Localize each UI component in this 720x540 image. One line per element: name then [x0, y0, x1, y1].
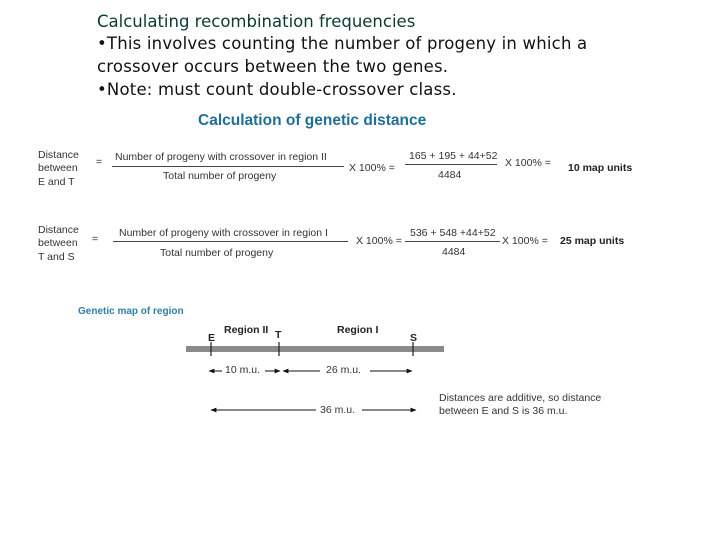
eq1-label-line-3: E and T	[38, 176, 75, 188]
eq2-numerator: Number of progeny with crossover in region I	[119, 227, 328, 239]
additivity-note-line-1: Distances are additive, so distance	[439, 392, 602, 404]
eq2-label-line-2: between	[38, 237, 78, 249]
eq2-denominator: Total number of progeny	[160, 247, 274, 259]
eq2-label-line-3: T and S	[38, 251, 75, 263]
bullet-line-2: crossover occurs between the two genes.	[97, 57, 449, 76]
eq1-label-line-1: Distance	[38, 149, 79, 161]
bullet-line-3: •Note: must count double-crossover class.	[97, 80, 457, 99]
figure-title: Calculation of genetic distance	[198, 112, 427, 129]
gene-s-label: S	[410, 332, 418, 344]
slide-heading: Calculating recombination frequencies	[97, 12, 416, 31]
eq1-calc-numerator: 165 + 195 + 44+52	[409, 150, 498, 162]
gene-t-label: T	[275, 329, 282, 341]
eq1-equals: =	[96, 156, 103, 168]
eq2-label-line-1: Distance	[38, 224, 79, 236]
eq1-x100: X 100% =	[349, 162, 395, 174]
gene-e-label: E	[208, 332, 216, 344]
eq1-result: 10 map units	[568, 162, 633, 174]
eq2-x100: X 100% =	[356, 235, 402, 247]
region-2-label: Region II	[224, 324, 269, 336]
bullet-line-1: •This involves counting the number of progeny in which a	[97, 34, 588, 53]
eq2-calc-numerator: 536 + 548 +44+52	[410, 227, 496, 239]
eq2-x100-second: X 100% =	[502, 235, 548, 247]
chromosome-bar	[186, 346, 444, 352]
additivity-note-line-2: between E and S is 36 m.u.	[439, 405, 568, 417]
map-title: Genetic map of region	[78, 306, 184, 317]
distance-et-label: 10 m.u.	[225, 364, 261, 376]
eq1-calc-denominator: 4484	[438, 169, 462, 181]
eq1-denominator: Total number of progeny	[163, 170, 277, 182]
eq1-label-line-2: between	[38, 162, 78, 174]
eq2-equals: =	[92, 233, 99, 245]
region-1-label: Region I	[337, 324, 379, 336]
eq2-calc-denominator: 4484	[442, 246, 466, 258]
eq1-x100-second: X 100% =	[505, 157, 551, 169]
distance-ts-label: 26 m.u.	[326, 364, 362, 376]
eq2-result: 25 map units	[560, 235, 625, 247]
distance-es-label: 36 m.u.	[320, 404, 356, 416]
eq1-numerator: Number of progeny with crossover in region II	[115, 151, 327, 163]
